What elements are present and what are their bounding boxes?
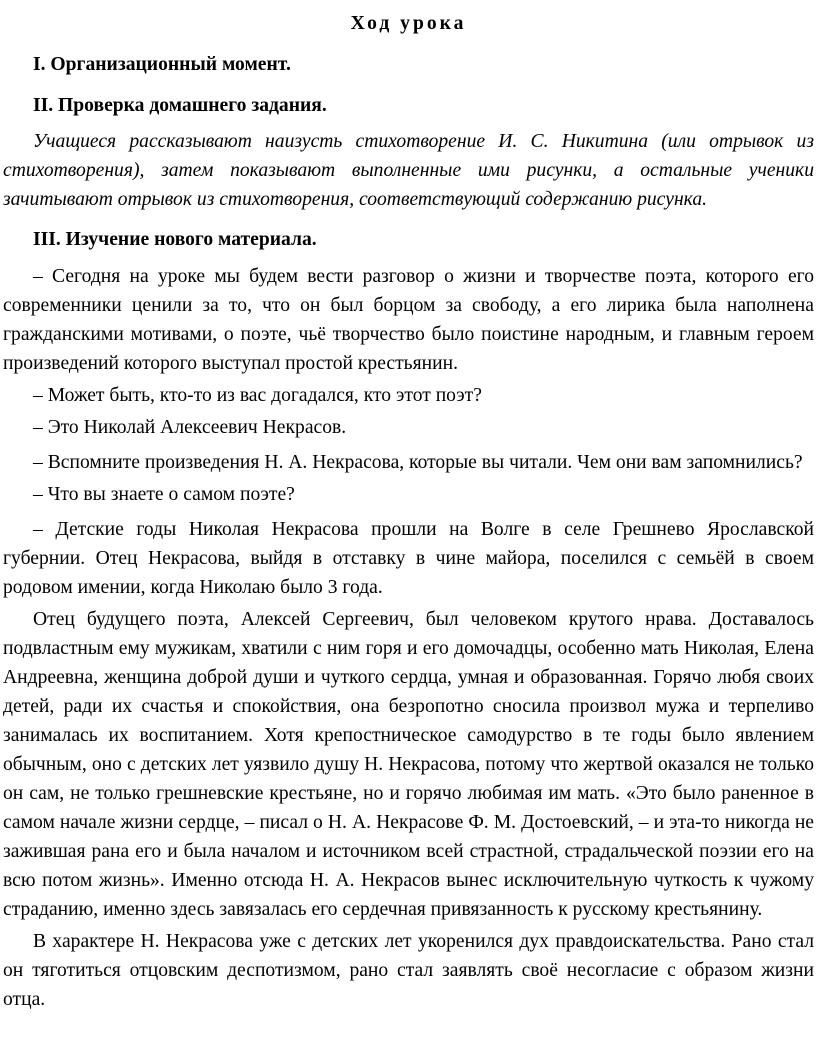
lesson-title: Ход урока xyxy=(350,13,467,34)
section-heading-new-material: III. Изучение нового материала. xyxy=(33,229,317,250)
paragraph-answer-nekrasov: – Это Николай Алексеевич Некрасов. xyxy=(33,417,347,438)
section-heading-organizational: I. Организационный момент. xyxy=(33,54,291,75)
paragraph-intro: – Сегодня на уроке мы будем вести разговор о жизни и творчестве поэта, которого его современники ценили за то, что он был борцом за свободу, а его лирика была наполнена гражданскими мотивами, о поэте, чьё творчество было поистине народным, и главным героем произведений которого выступал простой крестьянин. xyxy=(3,266,814,374)
paragraph-father: Отец будущего поэта, Алексей Сергеевич, был человеком крутого нрава. Доставалось подвластным ему мужикам, хватили с ним горя и его домочадцы, особенно мать Николая, Елена Андреевна, женщина доброй души и чуткого сердца, умная и образованная. Горячо любя своих детей, ради их счастья и спокойствия, она безропотно сносила произвол мужа и терпеливо занималась их воспитанием. Хотя крепостническое самодурство в те годы было явлением обычным, оно с детских лет уязвило душу Н. Некрасова, потому что жертвой оказался не только он сам, не только грешневские крестьяне, но и горячо любимая им мать. «Это было раненное в самом начале жизни сердце, – писал о Н. А. Некрасове Ф. М. Достоевский, – и эта-то никогда не зажившая рана его и была началом и источником всей страстной, страдальческой поэзии его на всю потом жизнь». Именно отсюда Н. А. Некрасов вынес исключительную чуткость к чужому страданию, именно здесь завязалась его сердечная привязанность к русскому крестьянину. xyxy=(3,609,814,920)
paragraph-character: В характере Н. Некрасова уже с детских лет укоренился дух правдоискательства. Рано стал он тяготиться отцовским деспотизмом, рано стал заявлять своё несогласие с образом жизни отца. xyxy=(3,931,814,1010)
paragraph-recall-works: – Вспомните произведения Н. А. Некрасова, которые вы читали. Чем они вам запомнились? xyxy=(33,452,803,473)
paragraph-question-poet: – Что вы знаете о самом поэте? xyxy=(33,484,295,505)
paragraph-childhood: – Детские годы Николая Некрасова прошли на Волге в селе Грешнево Ярославской губернии. Отец Некрасова, выйдя в отставку в чине майора, поселился с семьёй в своем родовом имении, когда Николаю было 3 года. xyxy=(3,519,814,598)
section-heading-homework: II. Проверка домашнего задания. xyxy=(33,95,327,116)
paragraph-question-who: – Может быть, кто-то из вас догадался, кто этот поэт? xyxy=(33,385,482,406)
homework-description: Учащиеся рассказывают наизусть стихотворение И. С. Никитина (или отрывок из стихотворения), затем показывают выполненные ими рисунки, а остальные ученики зачитывают отрывок из стихотворения, соответствующий содержанию рисунка. xyxy=(3,131,814,210)
